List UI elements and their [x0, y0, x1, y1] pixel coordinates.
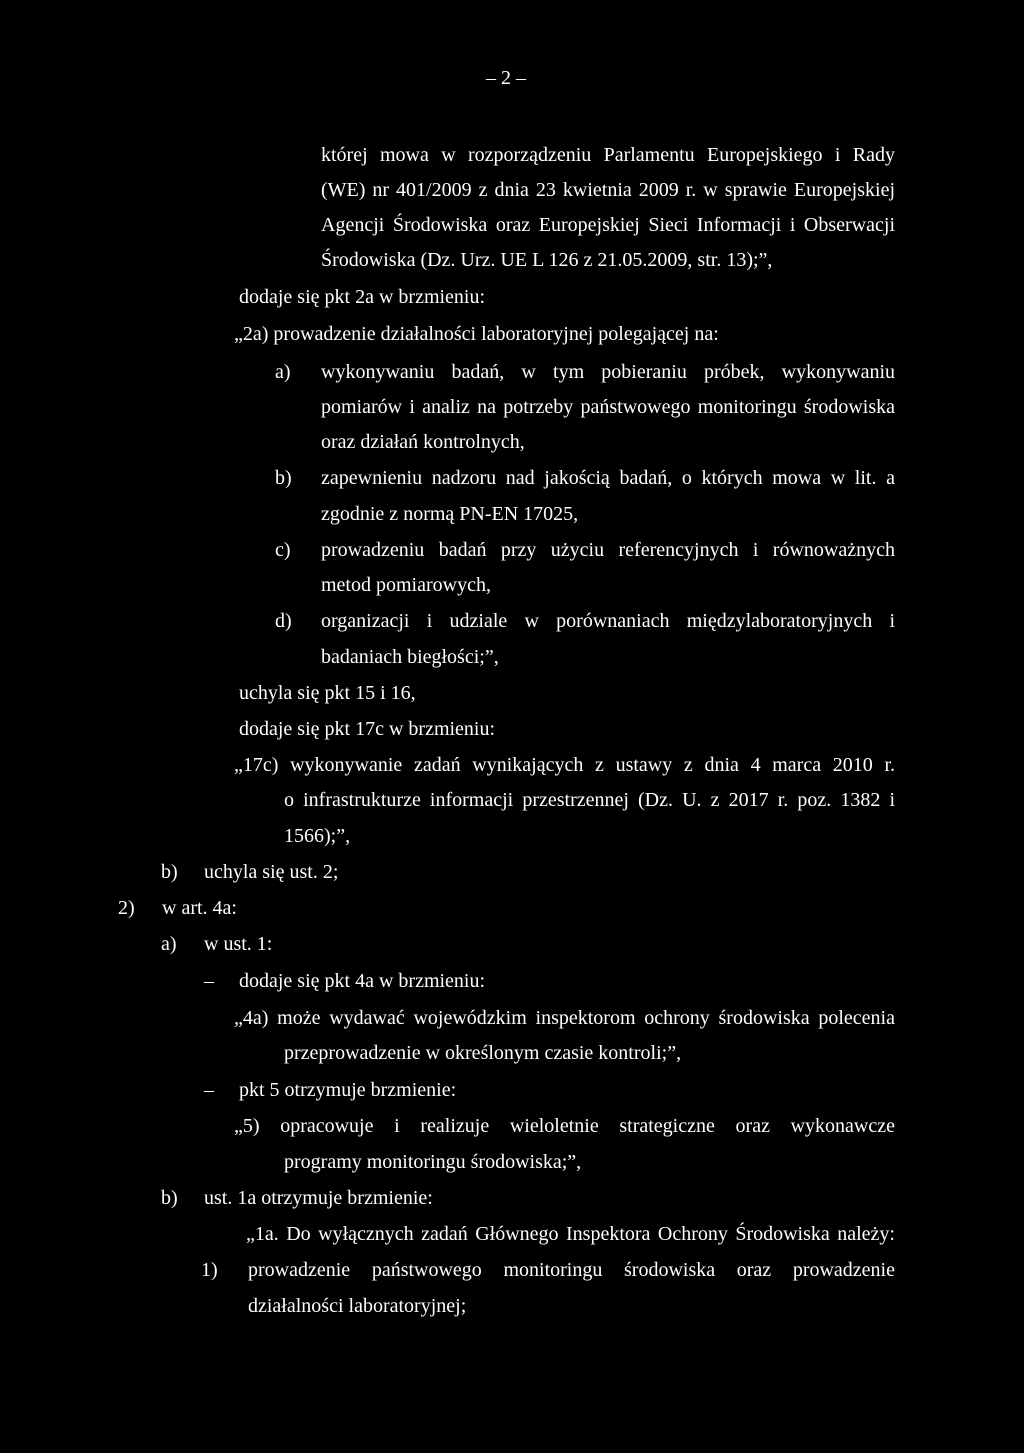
intro-line-1: której mowa w rozporządzeniu Parlamentu Europejskiego i Rady	[321, 144, 895, 166]
dash-1-quote-line-1: „4a) może wydawać wojewódzkim inspektorom ochrony środowiska polecenia	[234, 1007, 895, 1029]
item-d-line-2: badaniach biegłości;”,	[321, 646, 499, 668]
point-b-marker: b)	[161, 861, 178, 883]
dash-2-text: pkt 5 otrzymuje brzmienie:	[239, 1079, 457, 1101]
point-2b-text: ust. 1a otrzymuje brzmienie:	[204, 1187, 433, 1209]
item-d-marker: d)	[275, 610, 292, 632]
add-17c-intro: dodaje się pkt 17c w brzmieniu:	[239, 718, 496, 740]
dash-2-marker: –	[204, 1079, 214, 1101]
page-number: – 2 –	[486, 67, 526, 89]
add-17c-line-1: „17c) wykonywanie zadań wynikających z ustawy z dnia 4 marca 2010 r.	[234, 754, 895, 776]
item-c-line-1: prowadzeniu badań przy użyciu referencyjnych i równoważnych	[321, 539, 895, 561]
intro-line-4: Środowiska (Dz. Urz. UE L 126 z 21.05.2009, str. 13);”,	[321, 249, 773, 271]
item-b-line-2: zgodnie z normą PN-EN 17025,	[321, 503, 579, 525]
dash-1-text: dodaje się pkt 4a w brzmieniu:	[239, 970, 486, 992]
point-2a-text: w ust. 1:	[204, 933, 273, 955]
dash-1-quote-line-2: przeprowadzenie w określonym czasie kontroli;”,	[284, 1042, 682, 1064]
ust-1a-item-1-line-2: działalności laboratoryjnej;	[248, 1295, 467, 1317]
ust-1a-intro: „1a. Do wyłącznych zadań Głównego Inspektora Ochrony Środowiska należy:	[246, 1223, 895, 1245]
item-a-line-2: pomiarów i analiz na potrzeby państwowego monitoringu środowiska	[321, 396, 895, 418]
ust-1a-item-1-marker: 1)	[201, 1259, 218, 1281]
point-2b-marker: b)	[161, 1187, 178, 1209]
item-c-line-2: metod pomiarowych,	[321, 574, 491, 596]
point-b-text: uchyla się ust. 2;	[204, 861, 339, 883]
item-c-marker: c)	[275, 539, 291, 561]
intro-line-3: Agencji Środowiska oraz Europejskiej Sieci Informacji i Obserwacji	[321, 214, 895, 236]
item-b-line-1: zapewnieniu nadzoru nad jakością badań, o których mowa w lit. a	[321, 467, 895, 489]
item-b-marker: b)	[275, 467, 292, 489]
repeal-15-16: uchyla się pkt 15 i 16,	[239, 682, 416, 704]
add-17c-line-2: o infrastrukturze informacji przestrzennej (Dz. U. z 2017 r. poz. 1382 i	[284, 789, 895, 811]
intro-line-2: (WE) nr 401/2009 z dnia 23 kwietnia 2009 r. w sprawie Europejskiej	[321, 179, 895, 201]
point-2-marker: 2)	[118, 897, 135, 919]
item-a-marker: a)	[275, 361, 291, 383]
point-2a-marker: a)	[161, 933, 177, 955]
item-a-line-1: wykonywaniu badań, w tym pobieraniu próbek, wykonywaniu	[321, 361, 895, 383]
add-2a-intro: dodaje się pkt 2a w brzmieniu:	[239, 286, 486, 308]
ust-1a-item-1-line-1: prowadzenie państwowego monitoringu środowiska oraz prowadzenie	[248, 1259, 895, 1281]
item-a-line-3: oraz działań kontrolnych,	[321, 431, 525, 453]
add-2a-heading: „2a) prowadzenie działalności laboratoryjnej polegającej na:	[234, 323, 719, 345]
item-d-line-1: organizacji i udziale w porównaniach międzylaboratoryjnych i	[321, 610, 895, 632]
dash-1-marker: –	[204, 970, 214, 992]
point-2-text: w art. 4a:	[162, 897, 237, 919]
dash-2-quote-line-1: „5) opracowuje i realizuje wieloletnie strategiczne oraz wykonawcze	[234, 1115, 895, 1137]
add-17c-line-3: 1566);”,	[284, 825, 351, 847]
dash-2-quote-line-2: programy monitoringu środowiska;”,	[284, 1151, 582, 1173]
